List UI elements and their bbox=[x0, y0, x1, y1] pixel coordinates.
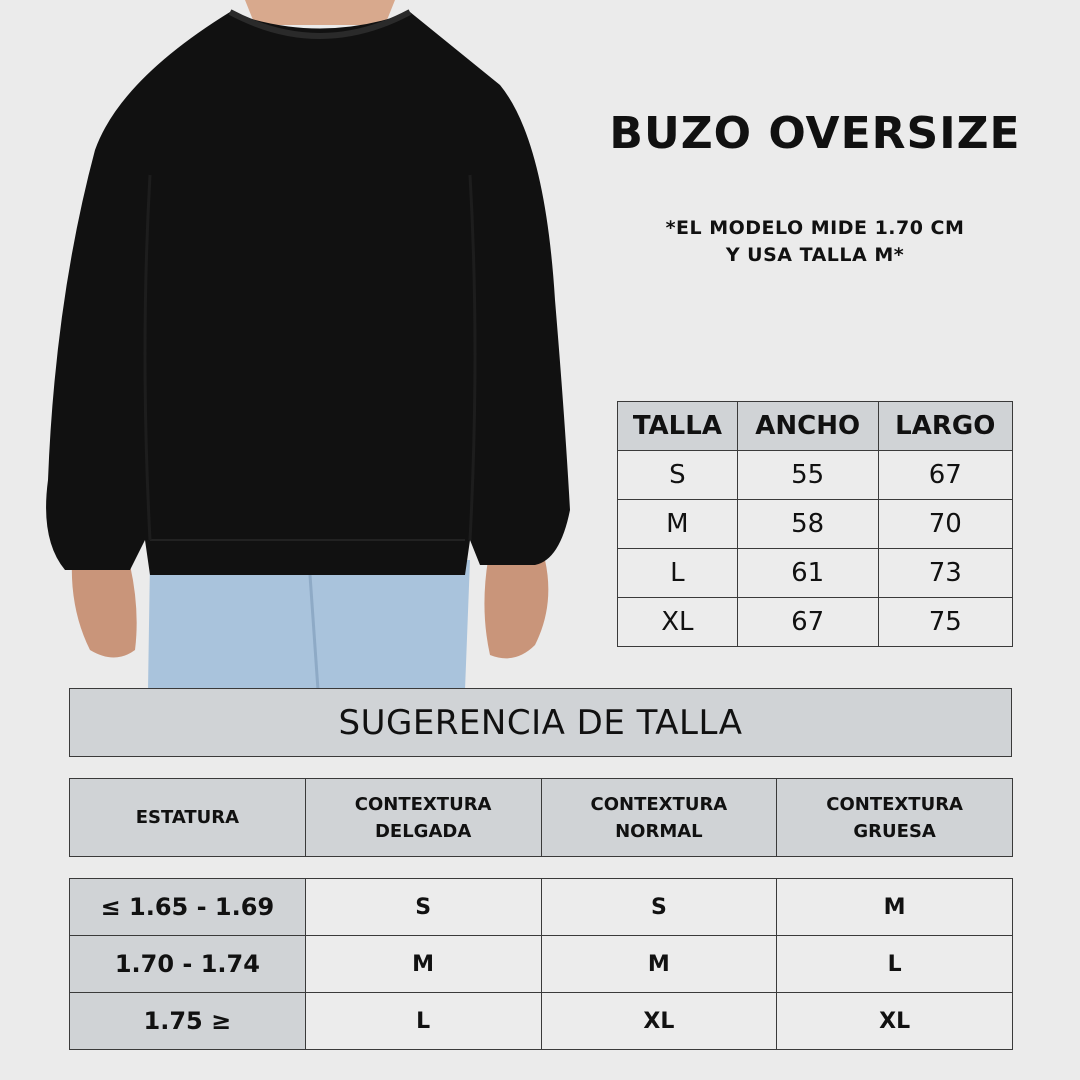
height-cell: ≤ 1.65 - 1.69 bbox=[70, 879, 306, 936]
header-normal bbox=[541, 779, 777, 857]
header-talla: TALLA bbox=[618, 402, 738, 451]
cell: L bbox=[618, 549, 738, 598]
header-line: CONTEXTURA bbox=[590, 793, 728, 815]
cell: M bbox=[618, 500, 738, 549]
size-suggestion-title: SUGERENCIA DE TALLA bbox=[69, 688, 1012, 757]
table-row bbox=[618, 549, 1013, 598]
header-estatura bbox=[70, 779, 306, 857]
cell: S bbox=[618, 451, 738, 500]
cell: 75 bbox=[878, 598, 1013, 647]
header-largo: LARGO bbox=[878, 402, 1013, 451]
height-cell: 1.75 ≥ bbox=[70, 993, 306, 1050]
right-hand bbox=[484, 560, 548, 658]
table-row bbox=[618, 598, 1013, 647]
cell: XL bbox=[541, 993, 777, 1050]
cell: M bbox=[541, 936, 777, 993]
cell: S bbox=[541, 879, 777, 936]
cell: L bbox=[305, 993, 541, 1050]
cell: L bbox=[777, 936, 1013, 993]
table-header-row bbox=[618, 402, 1013, 451]
suggestion-header-table bbox=[69, 778, 1013, 857]
table-row bbox=[618, 451, 1013, 500]
model-photo-black-sweatshirt bbox=[0, 0, 600, 690]
header-line: NORMAL bbox=[615, 820, 703, 842]
header-line: ESTATURA bbox=[135, 807, 240, 828]
table-header-row bbox=[70, 779, 1013, 857]
table-row bbox=[70, 879, 1013, 936]
cell: 67 bbox=[737, 598, 878, 647]
height-cell: 1.70 - 1.74 bbox=[70, 936, 306, 993]
cell: XL bbox=[618, 598, 738, 647]
header-gruesa bbox=[777, 779, 1013, 857]
model-note-line: Y USA TALLA M* bbox=[725, 244, 905, 266]
header-line: DELGADA bbox=[374, 820, 472, 842]
left-hand bbox=[72, 560, 137, 658]
header-line: GRUESA bbox=[853, 820, 936, 842]
header-line: CONTEXTURA bbox=[826, 793, 963, 815]
cell: 55 bbox=[737, 451, 878, 500]
cell: 58 bbox=[737, 500, 878, 549]
cell: 67 bbox=[878, 451, 1013, 500]
cell: 70 bbox=[878, 500, 1013, 549]
table-row bbox=[70, 936, 1013, 993]
sweatshirt bbox=[46, 12, 570, 575]
model-note-line: *EL MODELO MIDE 1.70 CM bbox=[665, 217, 965, 239]
suggestion-table bbox=[69, 878, 1013, 1050]
model-note bbox=[600, 215, 1030, 269]
cell: S bbox=[305, 879, 541, 936]
header-ancho: ANCHO bbox=[737, 402, 878, 451]
cell: M bbox=[777, 879, 1013, 936]
header-line: CONTEXTURA bbox=[354, 793, 492, 815]
cell: 73 bbox=[878, 549, 1013, 598]
cell: M bbox=[305, 936, 541, 993]
size-measurements-table bbox=[617, 401, 1013, 647]
table-row bbox=[70, 993, 1013, 1050]
table-row bbox=[618, 500, 1013, 549]
cell: XL bbox=[777, 993, 1013, 1050]
cell: 61 bbox=[737, 549, 878, 598]
product-title: BUZO OVERSIZE bbox=[609, 108, 1021, 159]
header-delgada bbox=[305, 779, 541, 857]
